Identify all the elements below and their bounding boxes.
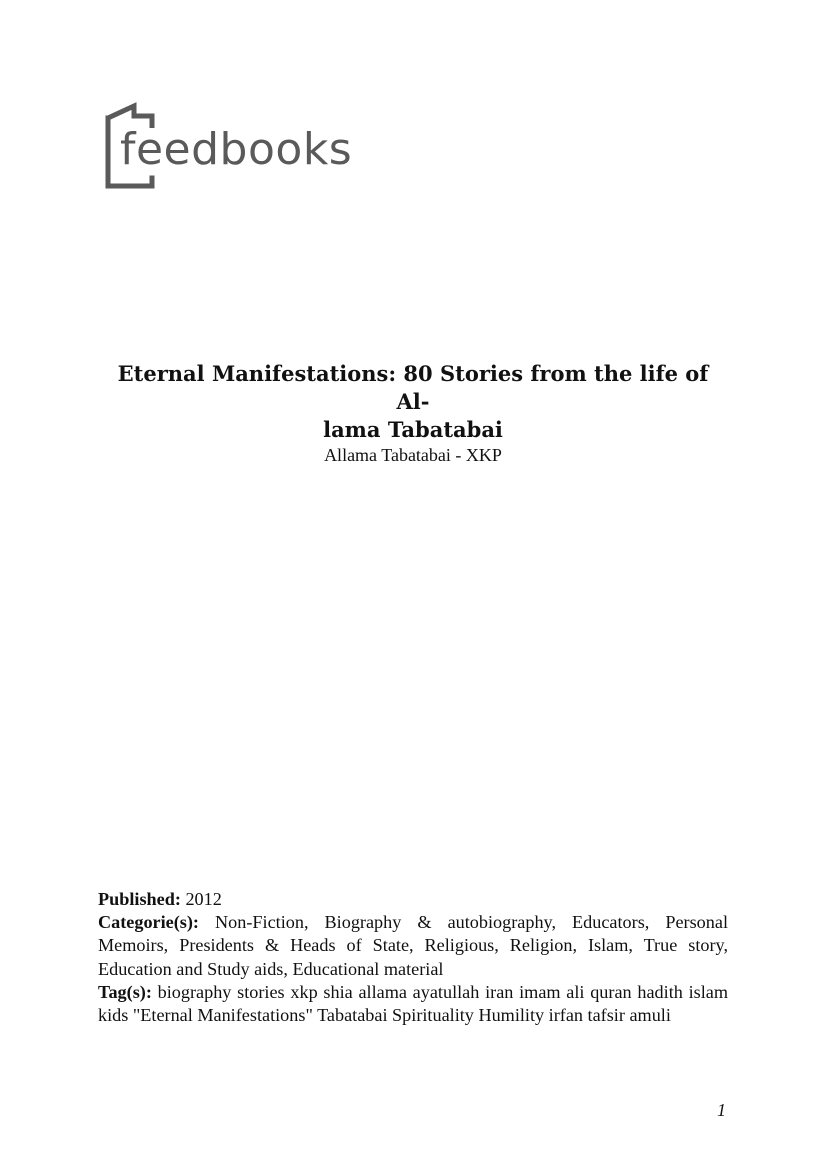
published-row (98, 888, 728, 911)
categories-row (98, 911, 728, 981)
logo-wordmark: feedbooks (120, 124, 353, 175)
book-title-line-1: Eternal Manifestations: 80 Stories from the life of Al- (117, 361, 709, 414)
book-metadata (98, 888, 728, 1027)
tags-value: biography stories xkp shia allama ayatullah iran imam ali quran hadith islam kids "Eternal Manifestations" Tabatabai Spirituality Humility irfan tafsir amuli (98, 981, 728, 1026)
categories-label: Categorie(s): (98, 912, 199, 933)
categories-value: Non-Fiction, Biography & autobiography, Educators, Personal Memoirs, Presidents & Heads of State, Religious, Religion, Islam, True story, Education and Study aids, Educational material (98, 912, 728, 979)
title-block (98, 360, 728, 466)
published-value: 2012 (185, 889, 222, 909)
book-author: Allama Tabatabai - XKP (324, 445, 502, 465)
tags-label: Tag(s): (98, 981, 152, 1002)
page-number: 1 (717, 1100, 726, 1120)
published-label: Published: (98, 889, 181, 909)
book-title (98, 360, 728, 444)
tags-row (98, 981, 728, 1027)
book-title-line-2: lama Tabatabai (323, 417, 503, 442)
feedbooks-logo (104, 102, 364, 192)
